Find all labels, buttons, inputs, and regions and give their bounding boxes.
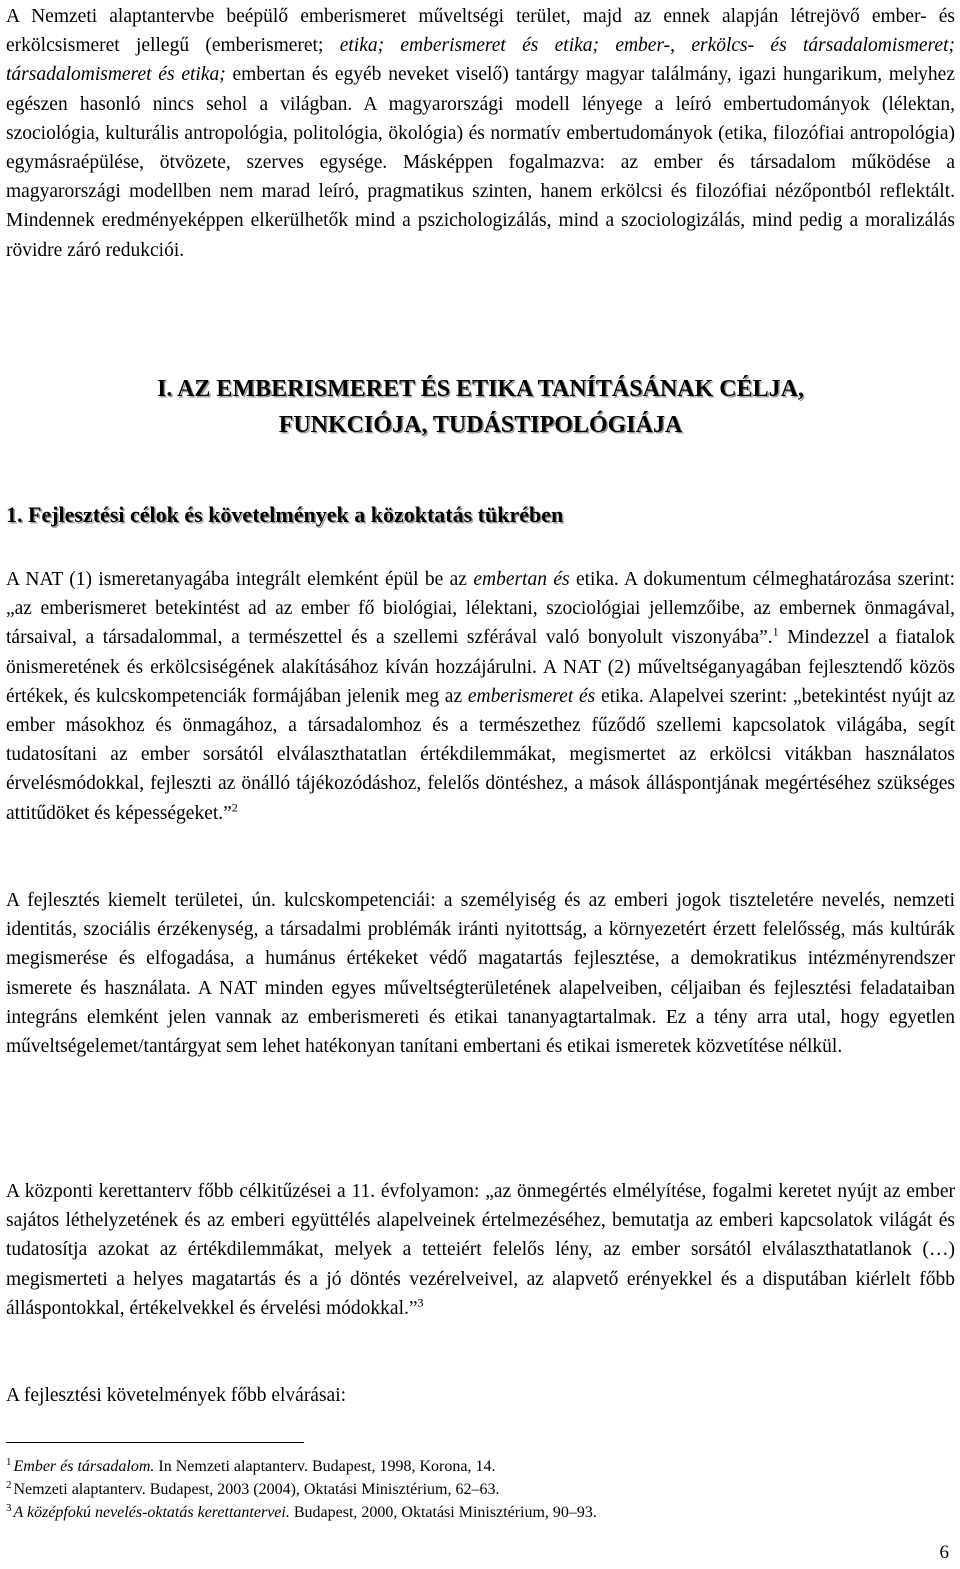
footnote-2-number: 2 xyxy=(6,1478,12,1491)
nat-text-c: Mindezzel a fiatalok önismeretének és erkölcsiségének alakításához kíván hozzájárulni. A NAT (2) műveltséganyagában fejlesztendő közös értékek, és kulcskompetenciák formájában jelenik meg az xyxy=(6,627,955,707)
footnote-2-text: Nemzeti alaptanterv. Budapest, 2003 (2004), Oktatási Minisztérium, 62–63. xyxy=(13,1481,500,1498)
footnote-1-title: Ember és társadalom. xyxy=(13,1458,155,1475)
nat-text-d: etika. Alapelvei szerint: „betekintést nyújt az ember másokhoz és önmagához, a társadalomhoz és a természethez fűződő szellemi kapcsolatok világába, segít tudatosítani az ember sorsától elválaszthatatlan értékdilemmákat, megismertet az erkölcsi vitákban használatos érvelésmódokkal, fejleszti az önálló tájékozódáshoz, felelős döntéshez, a mások álláspontjának megértéséhez szükséges attitűdöket és képességeket.” xyxy=(6,685,956,824)
footnote-1 xyxy=(6,1455,955,1478)
footnote-3 xyxy=(6,1501,955,1524)
footnote-ref-1[interactable]: 1 xyxy=(772,624,779,639)
footnote-ref-3[interactable]: 3 xyxy=(417,1295,424,1310)
footnote-3-title: A középfokú nevelés-oktatás kerettantervei. xyxy=(13,1504,290,1521)
chapter-heading xyxy=(6,371,955,443)
footnote-divider xyxy=(6,1442,304,1443)
intro-text-1: A Nemzeti alaptantervbe beépülő emberismeret műveltségi terület, majd az ennek alapján létrejövő ember- és erkölcsismeret jellegű (emberismeret; xyxy=(6,6,955,57)
chapter-heading-line1: I. AZ EMBERISMERET ÉS ETIKA TANÍTÁSÁNAK CÉLJA, xyxy=(157,376,804,402)
framework-curriculum-paragraph xyxy=(6,1177,955,1323)
footnote-2 xyxy=(6,1478,955,1501)
nat-italic-a: embertan és xyxy=(473,569,570,590)
footnote-1-number: 1 xyxy=(6,1455,12,1468)
requirements-lead-paragraph: A fejlesztési követelmények főbb elvárásai: xyxy=(6,1385,347,1406)
intro-italic-names: etika; emberismeret és etika; ember-, erkölcs- és társadalomismeret; társadalomismeret és etika; xyxy=(6,35,955,86)
nat-paragraph xyxy=(6,565,955,828)
chapter-heading-line2: FUNKCIÓJA, TUDÁSTIPOLÓGIÁJA xyxy=(278,412,683,438)
intro-paragraph xyxy=(6,2,955,265)
page-number: 6 xyxy=(939,1542,949,1563)
footnotes xyxy=(6,1455,955,1524)
intro-text-2: embertan és egyéb neveket viselő) tantárgy magyar találmány, igazi hungarikum, melyhez egészen hasonló nincs sehol a világban. A magyarországi modell lényege a leíró embertudományok (lélektan, szociológia, kulturális antropológia, politológia, ökológia) és normatív embertudományok (etika, filozófiai antropológia) egymásraépülése, ötvözete, szerves egysége. Másképpen fogalmazva: az ember és társadalom működése a magyarországi modellben nem marad leíró, pragmatikus szinten, hanem erkölcsi és filozófiai nézőpontból reflektált. Mindennek eredményeképpen elkerülhetők mind a pszichologizálás, mind a szociologizálás, mind pedig a moralizálás rövidre záró redukciói. xyxy=(6,64,955,261)
nat-text-a: A NAT (1) ismeretanyagába integrált elemként épül be az xyxy=(6,569,474,590)
footnote-1-text: In Nemzeti alaptanterv. Budapest, 1998, Korona, 14. xyxy=(154,1458,496,1475)
nat-italic-c: emberismeret és xyxy=(467,685,596,707)
framework-text: A központi kerettanterv főbb célkitűzései a 11. évfolyamon: „az önmegértés elmélyítése, fogalmi keretet nyújt az ember sajátos léthelyzetének és az emberi együttélés alapelveinek értelmezéséhez, bemutatja az emberi kapcsolatok világát és tudatosítja azokat az értékdilemmákat, melyek a tetteiért felelős lény, az ember sorsától elválaszthatatlanok (…) megismerteti a helyes magatartás és a jó döntés vezérelveivel, az alapvető erényekkel és a disputában kiérlelt főbb álláspontokkal, értékelvekkel és érvelési módokkal.” xyxy=(6,1181,955,1319)
nat-text-b: etika. A dokumentum célmeghatározása szerint: „az emberismeret betekintést ad az ember fő biológiai, lélektani, szociológiai jellemzőibe, az embernek önmagával, társaival, a társadalommal, a természettel és a szellemi szférával való bonyolult viszonyába”. xyxy=(6,569,955,649)
footnote-3-text: Budapest, 2000, Oktatási Minisztérium, 90–93. xyxy=(289,1504,597,1521)
section-heading: 1. Fejlesztési célok és követelmények a közoktatás tükrében xyxy=(6,502,564,527)
footnote-3-number: 3 xyxy=(6,1501,12,1514)
key-competencies-paragraph: A fejlesztés kiemelt területei, ún. kulcskompetenciái: a személyiség és az emberi jogok tiszteletére nevelés, nemzeti identitás, szociális érzékenység, a társadalmi problémák iránti nyitottság, a környezetért érzett felelősség, más kultúrák megismerése és elfogadása, a humánus értékeket védő magatartás fejlesztése, a demokratikus intézményrendszer ismerete és használata. A NAT minden egyes műveltségterületének alapelveiben, céljaiban és fejlesztési feladataiban integráns elemként jelen vannak az emberismereti és etikai tananyagtartalmak. Ez a tény arra utal, hogy egyetlen műveltségelemet/tantárgyat sem lehet hatékonyan tanítani embertani és etikai ismeretek közvetítése nélkül. xyxy=(6,890,955,1058)
footnote-ref-2[interactable]: 2 xyxy=(231,800,238,815)
